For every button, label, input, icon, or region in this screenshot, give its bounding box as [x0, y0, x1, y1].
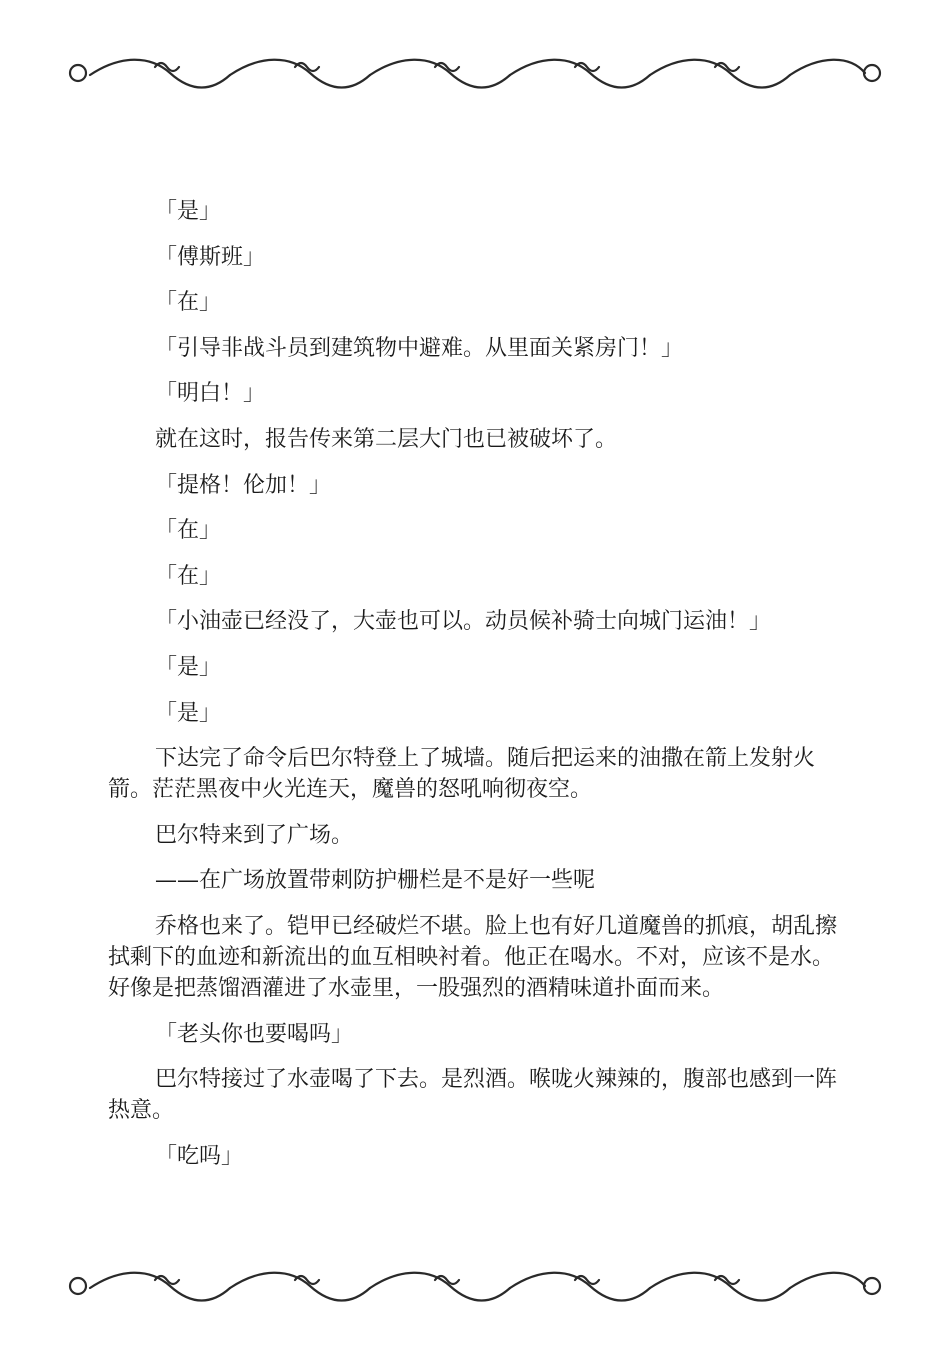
paragraph: 巴尔特来到了广场。	[155, 822, 354, 848]
paragraph: 「在」	[155, 518, 222, 544]
paragraph: 「提格！伦加！」	[155, 472, 332, 498]
paragraph: 「是」	[155, 700, 222, 726]
paragraph: 「是」	[155, 199, 222, 224]
paragraph: ——在广场放置带刺防护栅栏是不是好一些呢	[155, 868, 596, 894]
body-text	[108, 196, 848, 1186]
paragraph: 就在这时，报告传来第二层大门也已被破坏了。	[155, 426, 618, 452]
top-ornamental-border	[60, 45, 890, 105]
paragraph: 「引导非战斗员到建筑物中避难。从里面关紧房门！」	[155, 335, 684, 361]
paragraph: 乔格也来了。铠甲已经破烂不堪。脸上也有好几道魔兽的抓痕，胡乱擦拭剩下的血迹和新流出的血互相映衬着。他正在喝水。不对，应该不是水。好像是把蒸馏酒灌进了水壶里，一股强烈的酒精味道扑面而来。	[108, 913, 838, 1001]
paragraph: 「小油壶已经没了，大壶也可以。动员候补骑士向城门运油！」	[155, 609, 772, 635]
paragraph: 下达完了命令后巴尔特登上了城墙。随后把运来的油撒在箭上发射火箭。茫茫黑夜中火光连天，魔兽的怒吼响彻夜空。	[108, 746, 816, 803]
paragraph: 「吃吗」	[155, 1143, 244, 1169]
paragraph: 「傅斯班」	[155, 244, 266, 270]
paragraph: 巴尔特接过了水壶喝了下去。是烈酒。喉咙火辣辣的，腹部也感到一阵热意。	[108, 1067, 838, 1124]
paragraph: 「明白！」	[155, 381, 266, 407]
bottom-ornamental-border	[60, 1258, 890, 1318]
paragraph: 「老头你也要喝吗」	[155, 1021, 354, 1047]
paragraph: 「是」	[155, 654, 222, 680]
paragraph: 「在」	[155, 563, 222, 589]
paragraph: 「在」	[155, 290, 222, 316]
